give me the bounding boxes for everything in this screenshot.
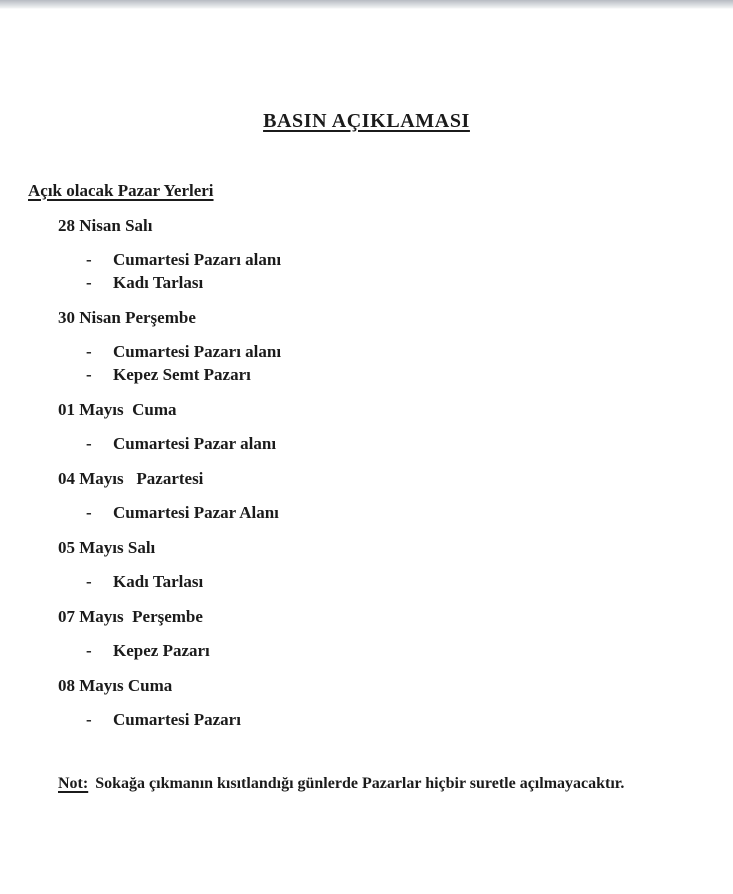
market-day-heading: 07 Mayıs Perşembe: [58, 607, 203, 626]
market-name: Kepez Pazarı: [113, 641, 210, 660]
market-list: [58, 708, 733, 731]
market-day-block: [58, 214, 733, 294]
bullet-dash: -: [86, 572, 92, 591]
bullet-dash: -: [86, 250, 92, 269]
market-name: Cumartesi Pazarı alanı: [113, 342, 282, 361]
market-day-block: [58, 536, 733, 593]
market-day-heading: 08 Mayıs Cuma: [58, 676, 173, 695]
bullet-dash: -: [86, 503, 92, 522]
market-name: Cumartesi Pazar alanı: [113, 434, 277, 453]
market-name: Cumartesi Pazarı: [113, 710, 241, 729]
page-title: BASIN AÇIKLAMASI: [263, 110, 470, 132]
market-name: Kadı Tarlası: [113, 572, 204, 591]
market-list: [58, 432, 733, 455]
market-item: [86, 639, 733, 662]
market-days-list: [58, 214, 733, 731]
market-item: [86, 340, 733, 363]
note-label: Not:: [58, 775, 89, 792]
market-item: [86, 708, 733, 731]
market-item: [86, 271, 733, 294]
market-day-block: [58, 467, 733, 524]
market-item: [86, 432, 733, 455]
market-list: [58, 501, 733, 524]
bullet-dash: -: [86, 641, 92, 660]
bullet-dash: -: [86, 365, 92, 384]
market-list: [58, 340, 733, 386]
bullet-dash: -: [86, 273, 92, 292]
market-day-block: [58, 398, 733, 455]
note-text: Sokağa çıkmanın kısıtlandığı günlerde Pazarlar hiçbir suretle açılmayacaktır.: [95, 775, 625, 792]
note-line: [58, 773, 703, 795]
market-day-block: [58, 674, 733, 731]
market-item: [86, 248, 733, 271]
market-name: Cumartesi Pazar Alanı: [113, 503, 279, 522]
market-name: Kepez Semt Pazarı: [113, 365, 251, 384]
market-day-heading: 05 Mayıs Salı: [58, 538, 156, 557]
market-list: [58, 248, 733, 294]
market-day-block: [58, 605, 733, 662]
market-day-heading: 04 Mayıs Pazartesi: [58, 469, 204, 488]
market-day-heading: 01 Mayıs Cuma: [58, 400, 177, 419]
bullet-dash: -: [86, 710, 92, 729]
market-item: [86, 363, 733, 386]
market-list: [58, 570, 733, 593]
market-day-heading: 28 Nisan Salı: [58, 216, 153, 235]
market-item: [86, 501, 733, 524]
market-name: Cumartesi Pazarı alanı: [113, 250, 282, 269]
market-name: Kadı Tarlası: [113, 273, 204, 292]
market-day-block: [58, 306, 733, 386]
bullet-dash: -: [86, 342, 92, 361]
section-heading: Açık olacak Pazar Yerleri: [28, 181, 214, 200]
market-day-heading: 30 Nisan Perşembe: [58, 308, 196, 327]
top-edge-bar: [0, 0, 733, 9]
market-list: [58, 639, 733, 662]
market-item: [86, 570, 733, 593]
bullet-dash: -: [86, 434, 92, 453]
